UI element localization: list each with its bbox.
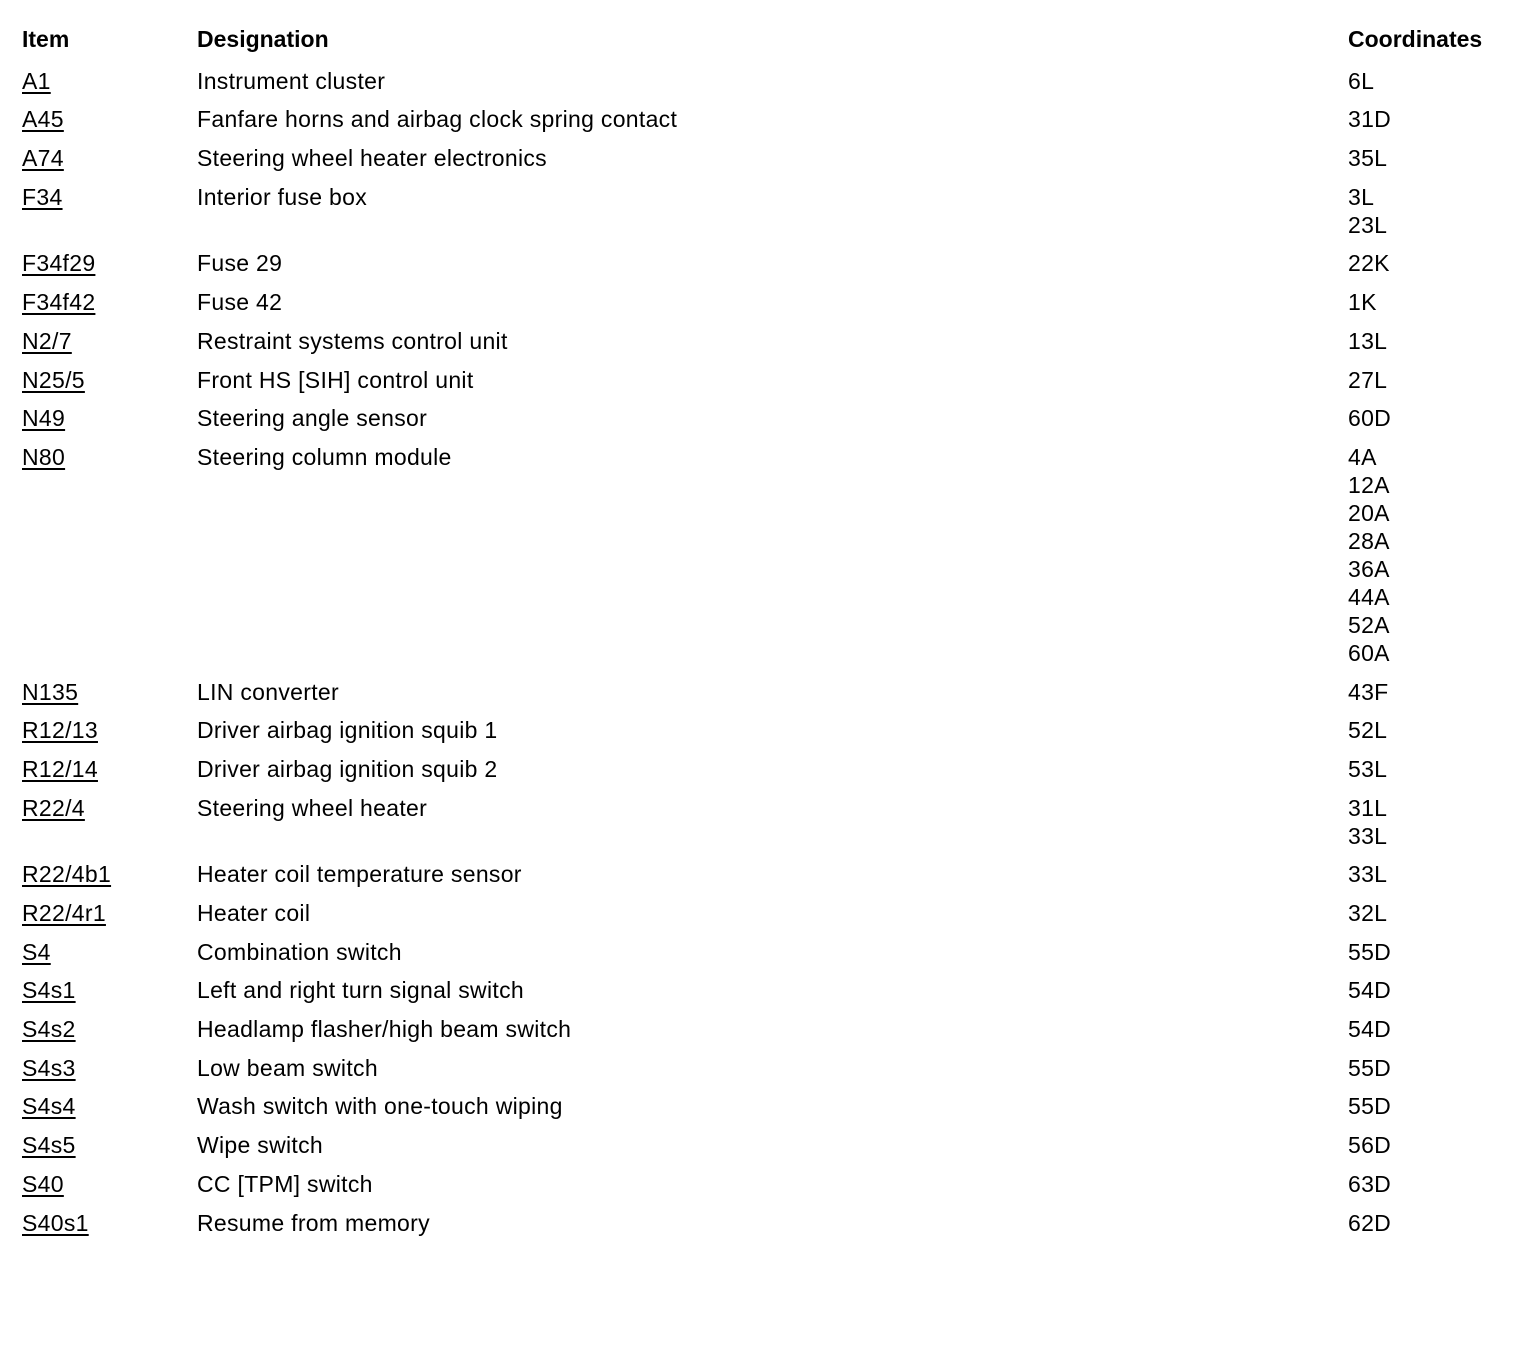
coordinate-value: 3L xyxy=(1348,183,1375,210)
item-link[interactable]: N80 xyxy=(22,443,66,470)
header-designation: Designation xyxy=(197,26,329,52)
item-link[interactable]: S4s1 xyxy=(22,977,76,1004)
table-row xyxy=(22,716,1512,744)
table-row xyxy=(22,678,1512,706)
table-row xyxy=(22,105,1512,133)
coordinates-cell xyxy=(1348,678,1389,706)
coordinates-cell xyxy=(1348,67,1374,95)
coordinates-cell xyxy=(1348,366,1387,394)
table-row xyxy=(22,1054,1512,1082)
designation-cell: Instrument cluster xyxy=(197,67,386,94)
designation-cell: Steering column module xyxy=(197,443,452,470)
coordinates-cell xyxy=(1348,938,1391,966)
coordinate-value: 28A xyxy=(1348,527,1390,554)
table-row xyxy=(22,249,1512,277)
item-link[interactable]: A45 xyxy=(22,106,64,133)
item-cell xyxy=(22,860,197,888)
coordinates-cell xyxy=(1348,899,1387,927)
coordinate-value: 63D xyxy=(1348,1170,1392,1197)
coordinates-cell xyxy=(1348,183,1387,239)
coordinate-value: 31L xyxy=(1348,794,1388,821)
coordinate-value: 35L xyxy=(1348,145,1388,172)
coordinate-value: 36A xyxy=(1348,555,1390,582)
coordinates-cell xyxy=(1348,1092,1391,1120)
item-cell xyxy=(22,716,197,744)
designation-cell: Interior fuse box xyxy=(197,183,368,210)
item-link[interactable]: S40 xyxy=(22,1170,64,1197)
designation-cell: Front HS [SIH] control unit xyxy=(197,366,474,393)
item-cell xyxy=(22,404,197,432)
item-cell xyxy=(22,105,197,133)
coordinate-value: 31D xyxy=(1348,106,1392,133)
coordinate-value: 55D xyxy=(1348,1093,1392,1120)
designation-cell: Resume from memory xyxy=(197,1209,430,1236)
item-link[interactable]: F34f29 xyxy=(22,250,96,277)
item-cell xyxy=(22,1131,197,1159)
item-cell xyxy=(22,443,197,667)
table-row xyxy=(22,327,1512,355)
table-row xyxy=(22,183,1512,239)
designation-cell: Combination switch xyxy=(197,938,402,965)
coordinate-value: 56D xyxy=(1348,1132,1392,1159)
coordinates-cell xyxy=(1348,794,1387,850)
coordinate-value: 52L xyxy=(1348,717,1388,744)
item-link[interactable]: F34f42 xyxy=(22,289,96,316)
item-cell xyxy=(22,288,197,316)
item-cell xyxy=(22,976,197,1004)
table-row xyxy=(22,794,1512,850)
item-link[interactable]: S4s5 xyxy=(22,1132,76,1159)
item-link[interactable]: S4s2 xyxy=(22,1016,76,1043)
coordinate-value: 55D xyxy=(1348,938,1392,965)
item-cell xyxy=(22,183,197,239)
table-row xyxy=(22,1092,1512,1120)
table-row xyxy=(22,1131,1512,1159)
item-cell xyxy=(22,1015,197,1043)
coordinates-cell xyxy=(1348,249,1390,277)
coordinate-value: 32L xyxy=(1348,900,1388,926)
coordinate-value: 33L xyxy=(1348,861,1388,888)
table-row xyxy=(22,288,1512,316)
item-cell xyxy=(22,327,197,355)
table-row xyxy=(22,144,1512,172)
designation-cell: Restraint systems control unit xyxy=(197,327,508,354)
coordinate-value: 6L xyxy=(1348,67,1375,94)
coordinates-cell xyxy=(1348,105,1391,133)
item-cell xyxy=(22,249,197,277)
table-row xyxy=(22,860,1512,888)
item-cell xyxy=(22,678,197,706)
designation-cell: Fuse 42 xyxy=(197,289,283,316)
item-link[interactable]: N49 xyxy=(22,405,66,432)
coordinate-value: 20A xyxy=(1348,499,1390,526)
item-cell xyxy=(22,899,197,927)
coordinate-value: 22K xyxy=(1348,250,1390,277)
component-legend-table xyxy=(22,24,1512,1237)
item-link[interactable]: N135 xyxy=(22,678,79,705)
designation-cell: Heater coil xyxy=(197,900,311,926)
item-link[interactable]: S40s1 xyxy=(22,1209,89,1236)
coordinates-cell xyxy=(1348,1170,1391,1198)
coordinate-value: 55D xyxy=(1348,1054,1392,1081)
coordinate-value: 62D xyxy=(1348,1209,1392,1236)
item-link[interactable]: R12/13 xyxy=(22,717,98,744)
item-link[interactable]: A74 xyxy=(22,145,64,172)
coordinates-cell xyxy=(1348,404,1391,432)
item-link[interactable]: R12/14 xyxy=(22,755,98,782)
item-link[interactable]: F34 xyxy=(22,183,63,210)
item-cell xyxy=(22,1092,197,1120)
coordinates-cell xyxy=(1348,288,1377,316)
item-link[interactable]: R22/4b1 xyxy=(22,861,112,888)
designation-cell: Fuse 29 xyxy=(197,250,283,277)
item-link[interactable]: S4s4 xyxy=(22,1093,76,1120)
coordinate-value: 52A xyxy=(1348,611,1390,638)
coordinate-value: 60D xyxy=(1348,405,1392,432)
table-row xyxy=(22,443,1512,667)
table-row xyxy=(22,938,1512,966)
designation-cell: Heater coil temperature sensor xyxy=(197,861,522,888)
coordinates-cell xyxy=(1348,976,1391,1004)
coordinate-value: 53L xyxy=(1348,755,1388,782)
table-body xyxy=(22,67,1512,1237)
coordinates-cell xyxy=(1348,443,1390,667)
item-cell xyxy=(22,755,197,783)
coordinates-cell xyxy=(1348,716,1387,744)
coordinate-value: 33L xyxy=(1348,822,1388,849)
item-link[interactable]: R22/4r1 xyxy=(22,900,106,926)
coordinates-cell xyxy=(1348,860,1387,888)
table-row xyxy=(22,976,1512,1004)
table-row xyxy=(22,1170,1512,1198)
table-row xyxy=(22,366,1512,394)
coordinates-cell xyxy=(1348,1209,1391,1237)
table-row xyxy=(22,404,1512,432)
designation-cell: Fanfare horns and airbag clock spring contact xyxy=(197,106,678,133)
designation-cell: Left and right turn signal switch xyxy=(197,977,524,1004)
designation-cell: Driver airbag ignition squib 2 xyxy=(197,755,498,782)
coordinate-value: 4A xyxy=(1348,443,1377,470)
coordinates-cell xyxy=(1348,1054,1391,1082)
table-row xyxy=(22,1015,1512,1043)
item-cell xyxy=(22,1209,197,1237)
designation-cell: Steering angle sensor xyxy=(197,405,428,432)
table-row xyxy=(22,67,1512,95)
table-row xyxy=(22,1209,1512,1237)
item-cell xyxy=(22,144,197,172)
item-link[interactable]: R22/4 xyxy=(22,794,85,821)
coordinate-value: 23L xyxy=(1348,211,1388,238)
coordinates-cell xyxy=(1348,144,1387,172)
coordinate-value: 44A xyxy=(1348,583,1390,610)
coordinate-value: 12A xyxy=(1348,471,1390,498)
header-coordinates: Coordinates xyxy=(1348,26,1483,52)
designation-cell: Wipe switch xyxy=(197,1132,323,1159)
designation-cell: Wash switch with one-touch wiping xyxy=(197,1093,563,1120)
item-cell xyxy=(22,67,197,95)
designation-cell: Steering wheel heater electronics xyxy=(197,145,547,172)
designation-cell: Headlamp flasher/high beam switch xyxy=(197,1016,572,1043)
table-row xyxy=(22,755,1512,783)
item-link[interactable]: S4 xyxy=(22,938,51,965)
coordinate-value: 27L xyxy=(1348,366,1388,393)
item-link[interactable]: A1 xyxy=(22,67,51,94)
item-link[interactable]: S4s3 xyxy=(22,1054,76,1081)
coordinates-cell xyxy=(1348,327,1387,355)
item-cell xyxy=(22,1170,197,1198)
coordinates-cell xyxy=(1348,1131,1391,1159)
table-header xyxy=(22,24,1512,56)
designation-cell: Low beam switch xyxy=(197,1054,378,1081)
header-item: Item xyxy=(22,26,70,52)
coordinate-value: 54D xyxy=(1348,977,1392,1004)
table-row xyxy=(22,899,1512,927)
coordinate-value: 60A xyxy=(1348,639,1390,666)
item-cell xyxy=(22,1054,197,1082)
coordinate-value: 1K xyxy=(1348,289,1377,316)
item-cell xyxy=(22,794,197,850)
coordinate-value: 43F xyxy=(1348,678,1389,705)
coordinates-cell xyxy=(1348,755,1387,783)
item-cell xyxy=(22,938,197,966)
coordinate-value: 13L xyxy=(1348,327,1388,354)
item-cell xyxy=(22,366,197,394)
designation-cell: Driver airbag ignition squib 1 xyxy=(197,717,498,744)
designation-cell: CC [TPM] switch xyxy=(197,1170,373,1197)
item-link[interactable]: N25/5 xyxy=(22,366,85,393)
coordinates-cell xyxy=(1348,1015,1391,1043)
coordinate-value: 54D xyxy=(1348,1016,1392,1043)
item-link[interactable]: N2/7 xyxy=(22,327,72,354)
designation-cell: LIN converter xyxy=(197,678,339,705)
designation-cell: Steering wheel heater xyxy=(197,794,428,821)
